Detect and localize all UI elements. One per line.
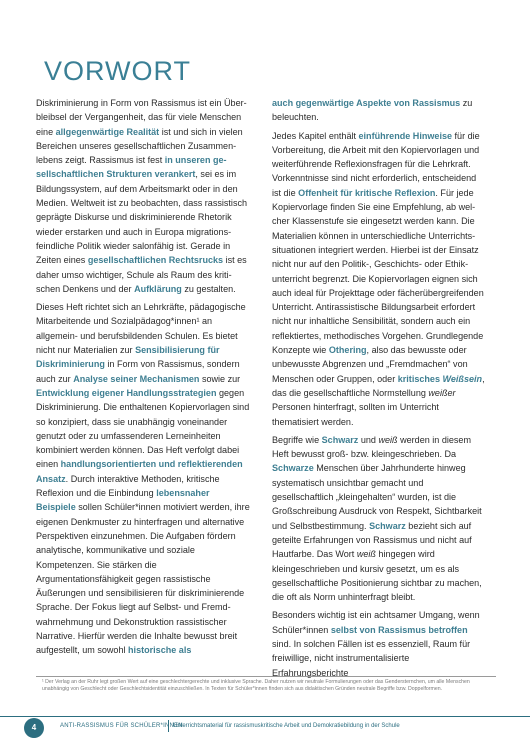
- text-run: für die Vorbereitung, die Arbeit mit den Kopiervorlagen und weiterführende Reflexionsfragen für die Lehrkraft. Vorkenntnisse sind nicht erforderlich, entscheidend ist die: [272, 130, 480, 198]
- highlight-term: kritisches: [397, 373, 443, 384]
- text-run: gegen Diskriminierung. Die enthaltenen Kopiervorlagen sind so konzipiert, dass sie unabhängig voneinander genutzt oder zu umfassenderen Lerneinheiten kombiniert werden können. Das Heft verfolgt dabei einen: [36, 387, 250, 470]
- text-run: weiß: [378, 434, 398, 445]
- highlight-term: allgegenwärtige Realität: [55, 126, 160, 137]
- text-run: bezieht sich auf geteilte Erfahrungen von Rassismus und nicht auf Hautfarbe. Das Wort: [272, 520, 472, 560]
- text-run: ist und sich in vielen Bereichen unseres gesellschaftlichen Zusammenlebens zeigt. Rassismus ist fest: [36, 126, 243, 166]
- text-run: sowie zur: [199, 373, 241, 384]
- right-column: [272, 96, 486, 684]
- text-run: , sei es im Bildungssystem, auf dem Arbeitsmarkt oder in den Medien. Weltweit ist zu beobachten, dass rassistisch geprägte Diskurse und diskriminierende Rhetorik wieder erstarken und auch in Europa migrationsfeindliche Politik wieder salonfähig ist. Gerade in Zeiten eines: [36, 169, 248, 266]
- footer-separator: [168, 720, 169, 732]
- body-paragraph: [272, 433, 486, 605]
- text-run: Dieses Heft richtet sich an Lehrkräfte, pädagogische Mitarbeitende und Sozialpädagog*innen¹ an allgemein- und berufsbildenden Schulen. Es bietet nicht nur Materialien zur: [36, 302, 246, 356]
- highlight-term: einführende Hinweise: [358, 130, 453, 141]
- text-run: , also das bewusste oder unbewusste Abgrenzen und „Fremdmachen“ von Menschen oder Gruppen, oder: [272, 345, 468, 384]
- highlight-term: handlungsorientierten und reflektierenden Ansatz: [36, 459, 243, 484]
- text-run: werden in diesem Heft bewusst groß- bzw. kleingeschrieben. Da: [272, 434, 471, 460]
- text-run: Begriffe wie: [272, 434, 322, 445]
- body-paragraph: [272, 608, 486, 679]
- left-column: [36, 96, 250, 662]
- highlight-term: Aufklärung: [134, 283, 182, 294]
- highlight-term: lebensnaher Beispiele: [36, 488, 210, 513]
- text-run: Diskriminierung in Form von Rassismus ist ein Überbleibsel der Vergangenheit, das für viele Menschen eine: [36, 98, 247, 137]
- body-paragraph: [36, 300, 250, 657]
- text-run: Besonders wichtig ist ein achtsamer Umgang, wenn Schüler*innen: [272, 610, 480, 635]
- highlight-term: Schwarz: [369, 520, 406, 531]
- text-run: . Durch interaktive Methoden, kritische Reflexion und die Einbindung: [36, 473, 220, 499]
- text-run: Personen hinterfragt, sollten im Unterricht thematisiert werden.: [272, 402, 439, 427]
- highlight-term: in unseren gesellschaftlichen Strukturen verankert: [36, 155, 227, 180]
- highlight-term: Entwicklung eigener Handlungsstrategien: [36, 387, 217, 398]
- highlight-term: Othering: [328, 345, 367, 356]
- highlight-term: Schwarz: [321, 434, 359, 445]
- highlight-term: gesellschaftlichen Rechtsrucks: [87, 255, 224, 266]
- text-run: Menschen über Jahrhunderte hinweg systematisch unsichtbar gemacht und gesellschaftlich „kleingehalten“ wurden, ist die Großschreibung Ausdruck von Respekt, Sichtbarkeit und Selbstbestimmung.: [272, 463, 482, 531]
- text-run: sind. In solchen Fällen ist es essenziell, Raum für freiwillige, nicht instrumentalisierte Erfahrungsberichte: [272, 638, 471, 678]
- highlight-term: auch gegenwärtige Aspekte von Rassismus: [272, 98, 461, 108]
- text-run: ist es daher umso wichtiger, Schule als Raum des kritischen Denkens und der: [36, 255, 247, 294]
- text-run: weißer: [428, 387, 456, 398]
- text-run: hingegen wird kleingeschrieben und kursiv gesetzt, um es als gesellschaftliche Positionierung sichtbar zu machen, die oft als Norm unhinterfragt bleibt.: [272, 549, 482, 603]
- highlight-term: Analyse seiner Mechanismen: [73, 373, 200, 384]
- highlight-term: Weißsein: [442, 373, 483, 384]
- highlight-term: Schwarze: [272, 463, 314, 474]
- text-run: in Form von Rassismus, sondern auch zur: [36, 359, 240, 384]
- footnote: ¹ Der Verlag an der Ruhr legt großen Wert auf eine geschlechtergerechte und inklusive Sprache. Daher nutzen wir neutrale Formulierungen oder das Gendersternchen, um alle Menschen unabhängig von Geschlecht oder Geschlechtsidentität einzuschließen. In Texten für Schüler*innen finden sich aus didaktischen Gründen neutrale Begriffe bzw. Doppelformen.: [42, 679, 470, 693]
- text-run: Jedes Kapitel enthält: [272, 130, 359, 141]
- text-run: und: [358, 434, 379, 445]
- text-run: zu gestalten.: [181, 283, 236, 294]
- footnote-divider: [36, 676, 496, 677]
- body-paragraph: [272, 96, 486, 125]
- text-run: . Für jede Kopiervorlage finden Sie eine Empfehlung, ab welcher Klassenstufe sie eingesetzt werden kann. Die Materialien können in unterschiedliche Unterrichtssituationen integriert werden. Hierbei ist der Einsatz nicht nur auf den Politik-, Geschichts- oder Ethikunterricht begrenzt. Die Kopiervorlagen eignen sich auch ideal für Projekttage oder fächerübergreifenden Unterricht. Antirassistische Bildungsarbeit erfordert nicht nur inhaltliche Sensibilität, sondern auch ein reflektiertes, methodisches Vorgehen. Grundlegende Konzepte wie: [272, 187, 484, 356]
- highlight-term: selbst von Rassismus betroffen: [330, 624, 468, 635]
- page-number: 4: [24, 718, 44, 738]
- highlight-term: Sensibilisierung für Diskriminierung: [36, 345, 220, 370]
- highlight-term: historische als: [128, 645, 192, 656]
- highlight-term: Offenheit für kritische Reflexion: [298, 187, 436, 198]
- body-paragraph: [272, 129, 486, 429]
- series-description: Unterrichtsmaterial für rassismuskritische Arbeit und Demokratiebildung in der Schule: [173, 723, 400, 729]
- page-title: VORWORT: [44, 56, 192, 86]
- text-run: sollen Schüler*innen motiviert werden, ihre eigenen Denkmuster zu hinterfragen und alternative Perspektiven einzunehmen. Die Aufgaben fördern analytische, kommunikative und soziale Kompetenzen. Sie stärken die Argumentationsfähigkeit gegen rassistische Äußerungen und sensibilisieren für diskriminierende Sprache. Der Fokus liegt auf Selbst- und Fremdwahrnehmung und Dekonstruktion rassistischer Narrative. Hierfür werden die Inhalte bewusst breit aufgestellt, um sowohl: [36, 502, 250, 656]
- body-paragraph: [36, 96, 250, 296]
- text-run: zu beleuchten.: [272, 98, 473, 123]
- text-run: weiß: [356, 549, 376, 560]
- text-run: , das die gesellschaftliche Normstellung: [272, 373, 485, 398]
- series-title: ANTI-RASSISMUS FÜR SCHÜLER*INNEN: [60, 723, 183, 729]
